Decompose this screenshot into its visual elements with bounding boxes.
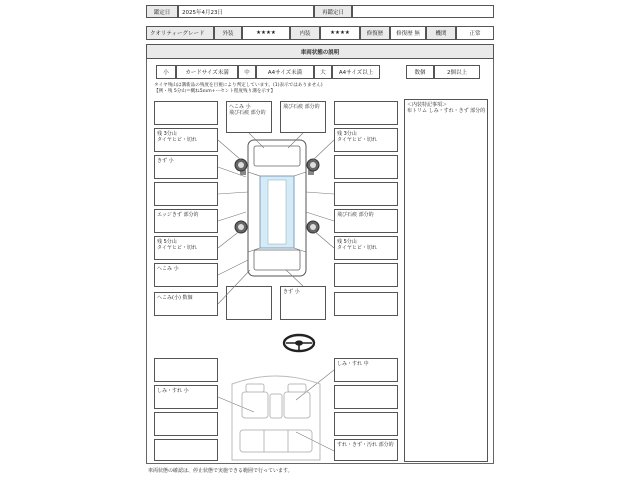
interior-notes-header: ＜内装特記事項＞: [407, 102, 448, 108]
legend-medium-label: 中: [238, 65, 256, 79]
legend-large-desc: A4サイズ以上: [332, 65, 380, 79]
steering-wheel-icon: [282, 333, 316, 353]
mechanical-label: 機関: [426, 26, 456, 40]
interior-box-right-10: しみ・すれ 中: [334, 358, 398, 382]
damage-box-front-left: へこみ 小 飛び石痕 部分的: [226, 101, 272, 133]
interior-label: 内装: [290, 26, 320, 40]
condition-title: 車両状態の説明: [146, 44, 494, 59]
damage-box-left-9: へこみ(小) 数個: [154, 292, 218, 316]
interior-notes-text: 布トリム しみ・すれ・きず 部分的: [407, 108, 486, 114]
reappraisal-date-label: 再鑑定日: [314, 5, 352, 18]
mechanical-value: 正常: [456, 26, 494, 40]
interior-value: ★★★★: [320, 26, 360, 40]
legend-small-label: 小: [156, 65, 176, 79]
damage-box-rear-right: きず 小: [280, 286, 326, 320]
exterior-label: 外装: [214, 26, 242, 40]
damage-box-front-right: 飛び石痕 部分的: [280, 101, 326, 133]
legend-medium-desc: A4サイズ未満: [256, 65, 314, 79]
damage-box-left-6: エッジきず 部分的: [154, 209, 218, 233]
quality-grade-label: クオリティーグレード: [146, 26, 214, 40]
footer-note: 車両状態の確認は、停止状態で実施できる範囲で行っています。: [148, 468, 293, 474]
repair-history-value: 修復歴 無: [390, 26, 426, 40]
damage-box-right-3: 残 3分山 タイヤヒビ・切れ: [334, 128, 398, 152]
inspection-sheet: [146, 2, 494, 478]
legend-count-label: 数個: [406, 65, 434, 79]
legend-count-desc: 2個以上: [434, 65, 480, 79]
appraisal-date-label: 鑑定日: [146, 5, 178, 18]
tire-example: 【例・残 5分山＝概ね5ｍm+ーセント程度残り溝を示す】: [154, 89, 276, 94]
legend-small-desc: カードサイズ未満: [176, 65, 238, 79]
appraisal-date-value: 2025年4月23日: [178, 5, 314, 18]
damage-box-left-8: へこみ 小: [154, 263, 218, 287]
tire-note: タイヤ残山は溝新品の残度を目視により判定しています。(1)表示ではありません): [154, 83, 323, 88]
legend-large-label: 大: [314, 65, 332, 79]
damage-box-right-7: 残 5分山 タイヤヒビ・切れ: [334, 236, 398, 260]
damage-box-right-6: 飛び石痕 部分的: [334, 209, 398, 233]
damage-box-left-7: 残 5分山 タイヤヒビ・切れ: [154, 236, 218, 260]
interior-seat-diagram: [224, 364, 328, 464]
damage-box-left-4: きず 小: [154, 155, 218, 179]
exterior-value: ★★★★: [242, 26, 290, 40]
interior-box-right-13: すれ・きず・汚れ 部分的: [334, 439, 398, 461]
damage-box-left-3: 残 3分山 タイヤヒビ・切れ: [154, 128, 218, 152]
repair-history-label: 修復歴: [360, 26, 390, 40]
interior-box-left-11: しみ・すれ 小: [154, 385, 218, 409]
